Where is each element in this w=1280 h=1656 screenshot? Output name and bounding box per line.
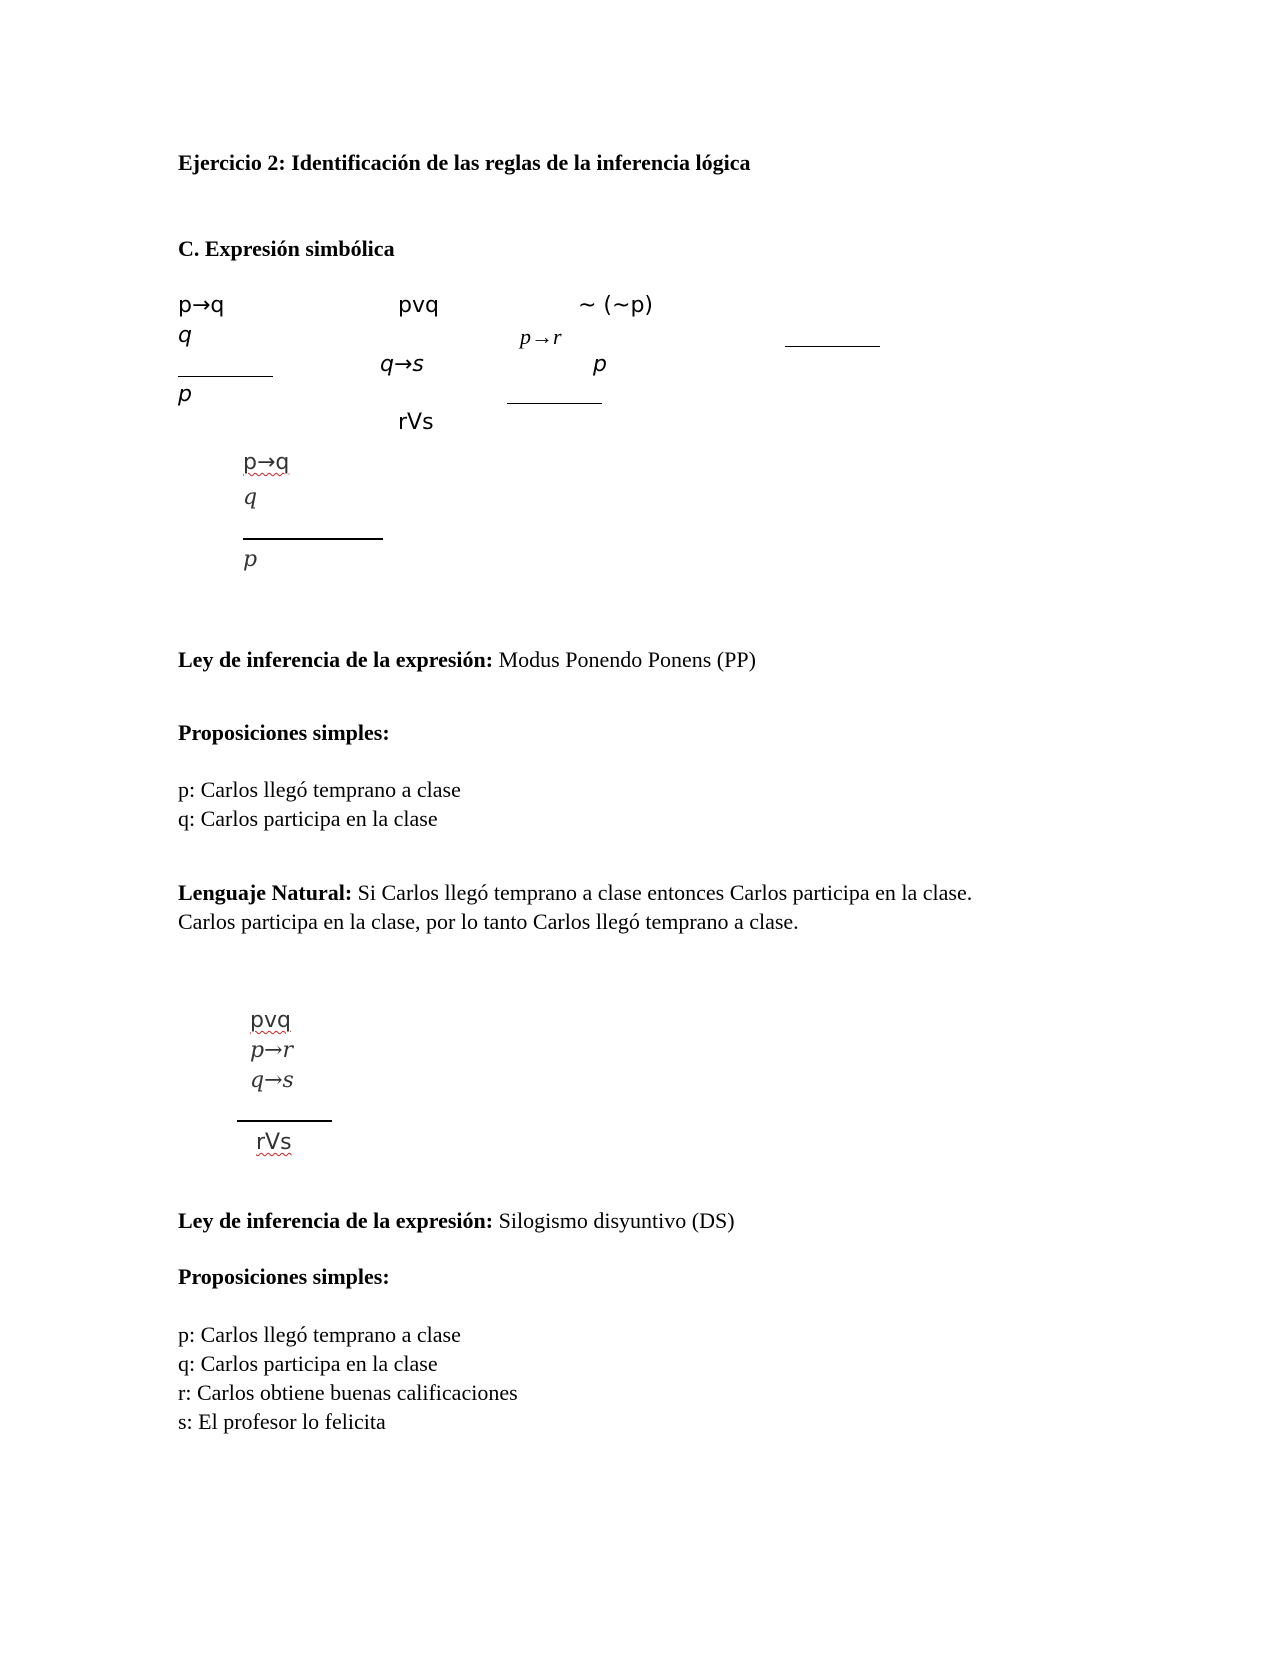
page-title: Ejercicio 2: Identificación de las reglas de la inferencia lógica — [178, 150, 751, 175]
premise-3-col3: p — [593, 352, 607, 377]
props-heading-2: Proposiciones simples: — [178, 1264, 390, 1289]
conclusion-col2: rVs — [398, 410, 434, 435]
law-label: Ley de inferencia de la expresión: — [178, 1208, 494, 1233]
premise-1-col1: p→q — [178, 293, 225, 318]
prop-item: s: El profesor lo felicita — [178, 1409, 386, 1434]
premise-1-col3: ~ (~p) — [578, 293, 653, 318]
section-heading: C. Expresión simbólica — [178, 236, 395, 261]
premise-2-col1: q — [178, 323, 192, 348]
figure-rule — [243, 538, 383, 540]
figure-premise-1: p→q — [243, 450, 290, 475]
natural-language-line-2: Carlos participa en la clase, por lo tanto Carlos llegó temprano a clase. — [178, 909, 799, 934]
law-value: Silogismo disyuntivo (DS) — [498, 1208, 735, 1233]
law-line-2 — [178, 1206, 735, 1235]
natural-language-line-1 — [178, 878, 972, 907]
figure-premise-2: q — [243, 485, 258, 510]
figure-premise-1: pvq — [250, 1008, 291, 1033]
prop-item: q: Carlos participa en la clase — [178, 1351, 438, 1376]
law-label: Ley de inferencia de la expresión: — [178, 647, 494, 672]
figure-conclusion: rVs — [256, 1130, 292, 1155]
law-value: Modus Ponendo Ponens (PP) — [498, 647, 756, 672]
law-line-1 — [178, 645, 756, 674]
premise-2-col2: q→s — [380, 352, 424, 377]
conclusion-rule-col3 — [507, 403, 602, 404]
figure-conclusion: p — [243, 547, 258, 572]
conclusion-col1: p — [178, 382, 192, 407]
natural-label: Lenguaje Natural: — [178, 880, 353, 905]
premise-2-col3: p→r — [520, 324, 562, 349]
props-heading-1: Proposiciones simples: — [178, 720, 390, 745]
figure-rule — [237, 1120, 332, 1122]
natural-text-1: Si Carlos llegó temprano a clase entonces Carlos participa en la clase. — [357, 880, 973, 905]
prop-item: p: Carlos llegó temprano a clase — [178, 1322, 461, 1347]
figure-premise-3: q→s — [250, 1068, 294, 1093]
figure-premise-2: p→r — [250, 1038, 294, 1063]
premise-1-col2: pvq — [398, 293, 439, 318]
blank-rule — [785, 346, 880, 347]
conclusion-rule-col1 — [178, 376, 273, 377]
prop-item: q: Carlos participa en la clase — [178, 806, 438, 831]
prop-item: r: Carlos obtiene buenas calificaciones — [178, 1380, 518, 1405]
prop-item: p: Carlos llegó temprano a clase — [178, 777, 461, 802]
